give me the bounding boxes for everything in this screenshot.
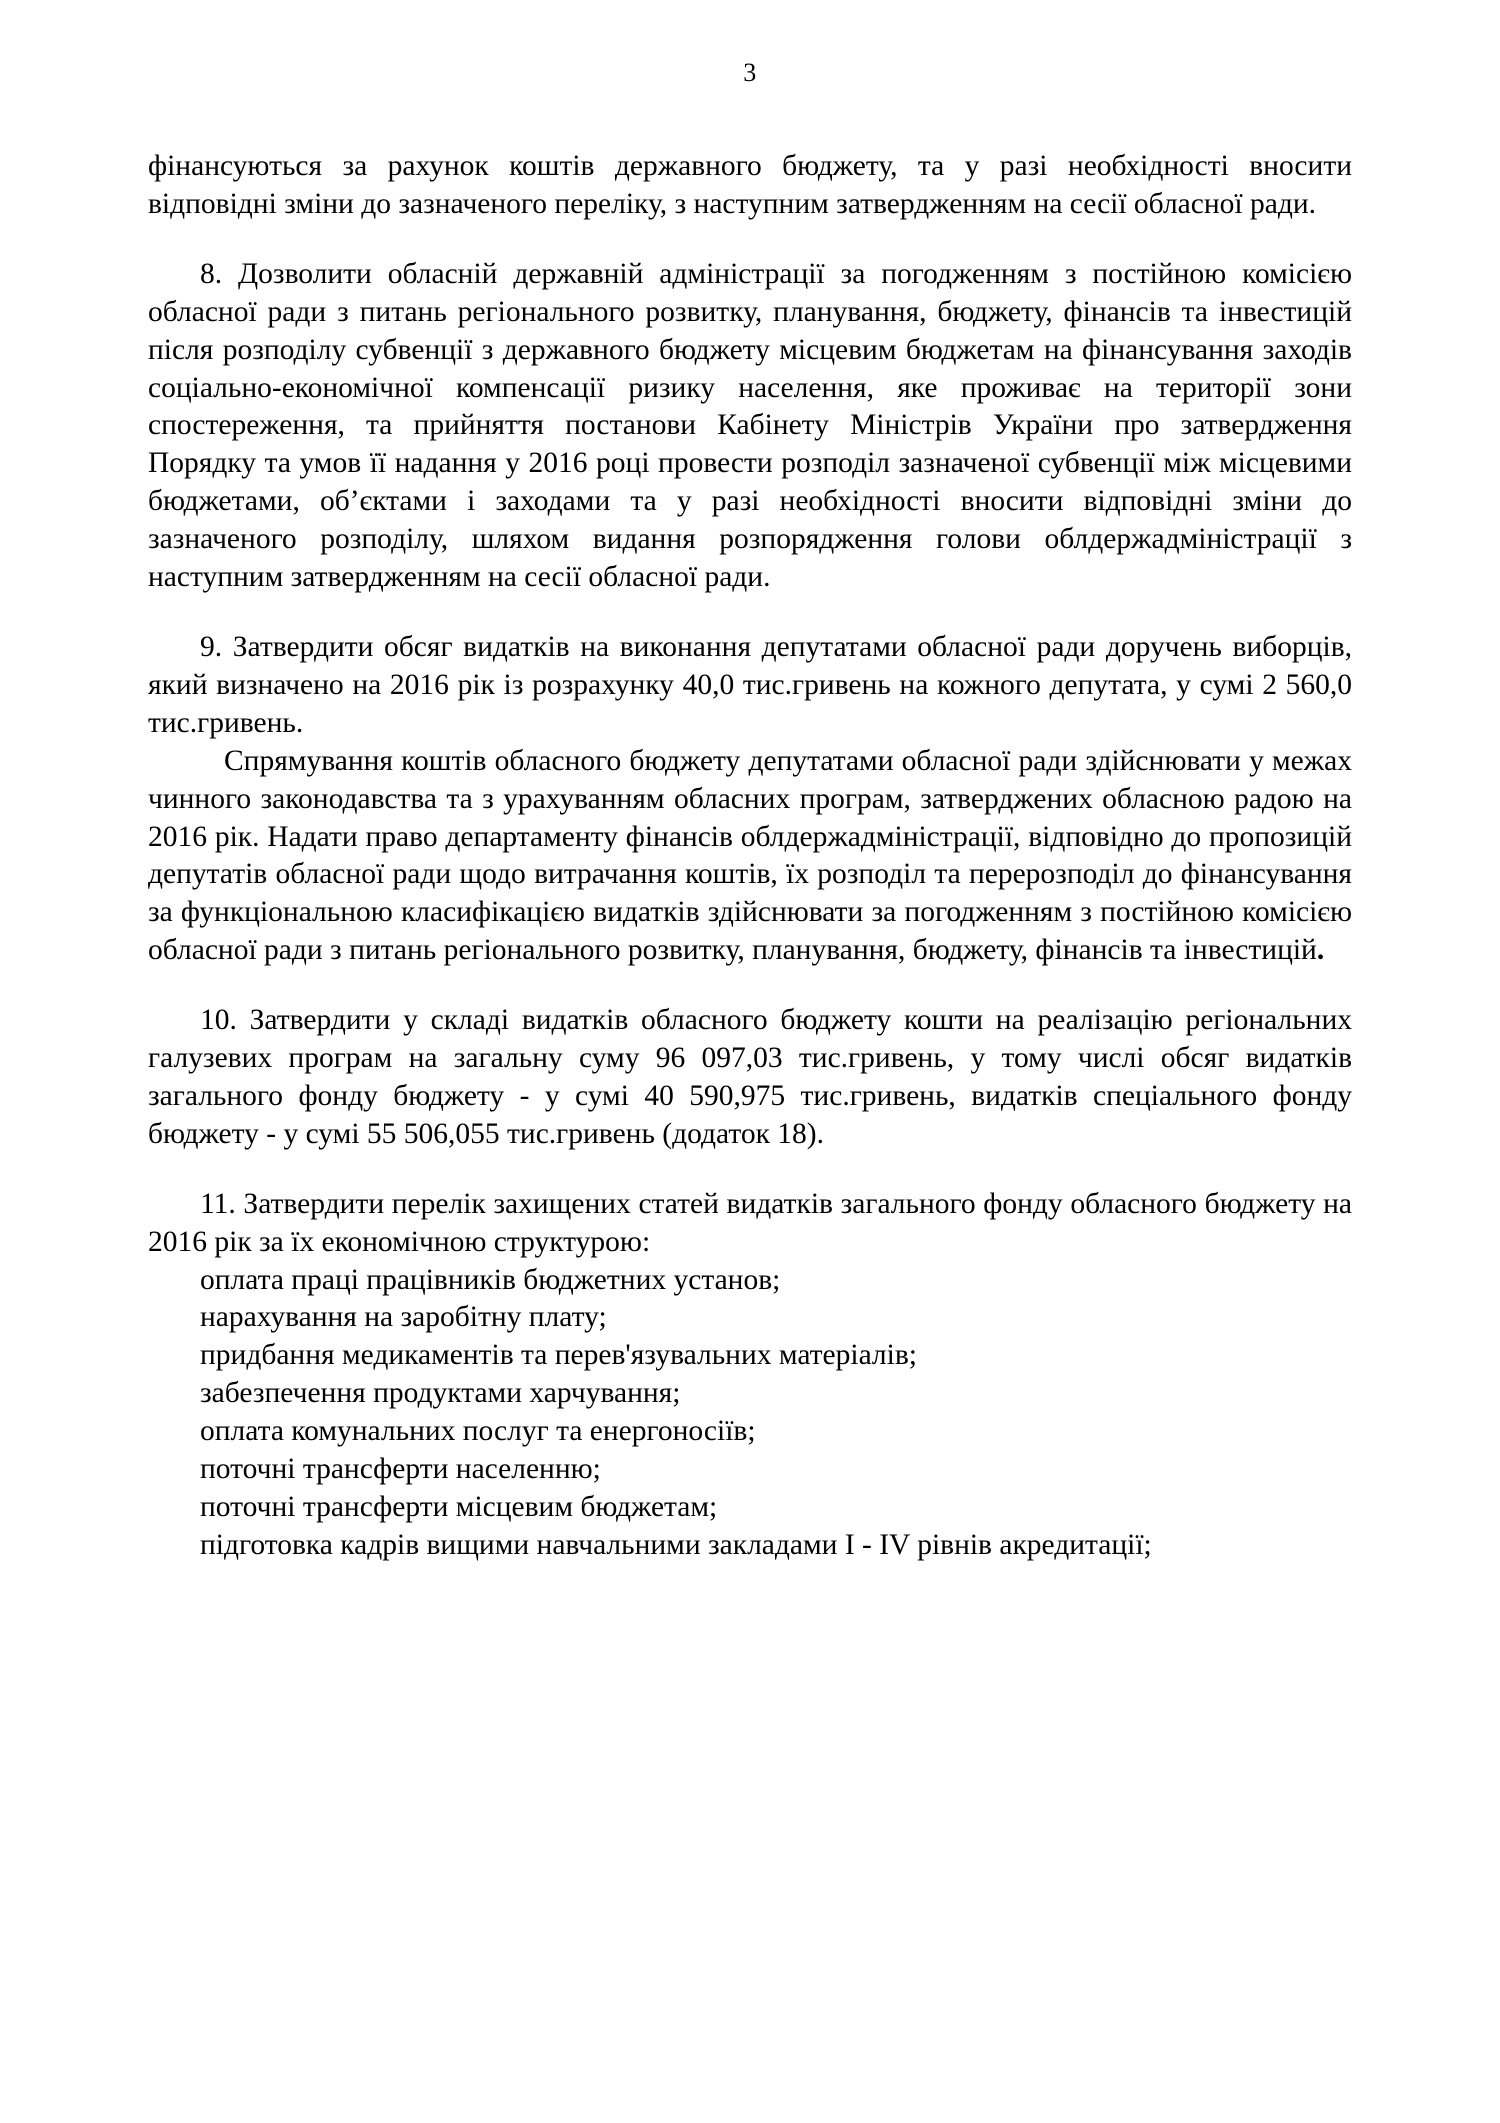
list-item: поточні трансферти населенню; — [200, 1453, 601, 1486]
paragraph-item-11: 11. Затвердити перелік захищених статей видатків загального фонду обласного бюджету на 2016 рік за їх економічною структурою: — [148, 1187, 1352, 1258]
paragraph-spacer — [148, 224, 1352, 256]
paragraph-spacer — [148, 970, 1352, 1002]
list-item: забезпечення продуктами харчування; — [200, 1377, 681, 1410]
paragraph-continuation: фінансуються за рахунок коштів державного бюджету, та у разі необхідності вносити відповідні зміни до зазначеного переліку, з наступним затвердженням на сесії обласної ради. — [148, 150, 1352, 220]
protected-expenditure-list — [148, 1262, 1352, 1565]
list-item: поточні трансферти місцевим бюджетам; — [200, 1491, 718, 1523]
list-item: придбання медикаментів та перев'язувальних матеріалів; — [200, 1339, 917, 1372]
paragraph-item-9-continuation-text: Спрямування коштів обласного бюджету депутатами обласної ради здійснювати у межах чинного законодавства та з урахуванням обласних програм, затверджених обласною радою на 2016 рік. Надати право департаменту фінансів облдержадміністрації, відповідно до пропозицій депутатів обласної ради щодо витрачання коштів, їх розподіл та перерозподіл до фінансування за функціональною класифікацією видатків здійснювати за погодженням з постійною комісією обласної ради з питань регіонального розвитку, планування, бюджету, фінансів та інвестицій — [148, 744, 1352, 967]
paragraph-item-9: 9. Затвердити обсяг видатків на виконання депутатами обласної ради доручень виборців, який визначено на 2016 рік із розрахунку 40,0 тис.гривень на кожного депутата, у сумі 2 560,0 тис.гривень. — [148, 630, 1352, 739]
paragraph-item-8: 8. Дозволити обласній державній адміністрації за погодженням з постійною комісією обласної ради з питань регіонального розвитку, планування, бюджету, фінансів та інвестицій після розподілу субвенції з державного бюджету місцевим бюджетам на фінансування заходів соціально-економічної компенсації ризику населення, яке проживає на території зони спостереження, та прийняття постанови Кабінету Міністрів України про затвердження Порядку та умов її надання у 2016 році провести розподіл зазначеної субвенції між місцевими бюджетами, об’єктами і заходами та у разі необхідності вносити відповідні зміни до зазначеного розподілу, шляхом видання розпорядження голови облдержадміністрації з наступним затвердженням на сесії обласної ради. — [148, 257, 1352, 594]
paragraph-item-9-continuation-period: . — [1316, 934, 1325, 967]
list-item: оплата комунальних послуг та енергоносіїв; — [200, 1415, 756, 1448]
list-item: підготовка кадрів вищими навчальними закладами I - IV рівнів акредитації; — [200, 1528, 1152, 1561]
paragraph-item-9-continuation — [148, 743, 1352, 970]
page-number: 3 — [743, 58, 757, 87]
paragraph-item-10: 10. Затвердити у складі видатків обласного бюджету кошти на реалізацію регіональних галузевих програм на загальну суму 96 097,03 тис.гривень, у тому числі обсяг видатків загального фонду бюджету - у сумі 40 590,975 тис.гривень, видатків спеціального фонду бюджету - у сумі 55 506,055 тис.гривень (додаток 18). — [148, 1004, 1352, 1150]
document-body — [148, 148, 1352, 1565]
paragraph-spacer — [148, 1154, 1352, 1186]
list-item: нарахування на заробітну плату; — [200, 1301, 607, 1334]
paragraph-spacer — [148, 597, 1352, 629]
list-item: оплата праці працівників бюджетних установ; — [200, 1263, 781, 1296]
